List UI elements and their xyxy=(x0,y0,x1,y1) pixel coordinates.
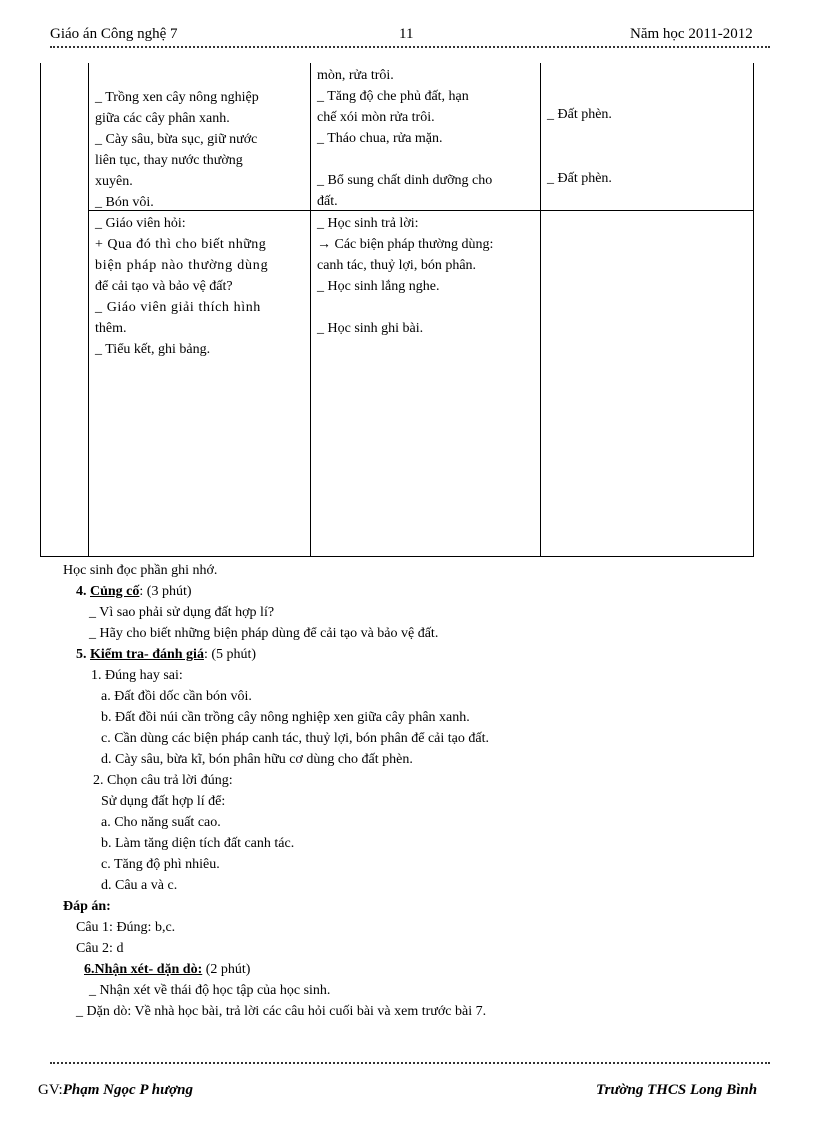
text-line: thêm. xyxy=(95,321,127,336)
row2-student-cell xyxy=(317,213,493,339)
school-year: Năm học 2011-2012 xyxy=(630,26,753,42)
answer-title: Đáp án: xyxy=(63,899,111,914)
question-2-option-a: a. Cho năng suất cao. xyxy=(101,815,221,830)
section-time: : (3 phút) xyxy=(139,584,192,599)
spacer-line xyxy=(317,297,493,318)
spacer-line xyxy=(317,149,492,170)
header-title: Giáo án Công nghệ 7 xyxy=(50,26,178,42)
memo-line: Học sinh đọc phần ghi nhớ. xyxy=(63,563,218,578)
section-number: 5. xyxy=(76,647,87,662)
section-4-question-2: _ Hãy cho biết những biện pháp dùng để cải tạo và bảo vệ đất. xyxy=(89,626,439,641)
text-line: xuyên. xyxy=(95,174,133,189)
text-line: _ Học sinh ghi bài. xyxy=(317,321,424,336)
answer-1: Câu 1: Đúng: b,c. xyxy=(76,920,176,935)
answer-2: Câu 2: d xyxy=(76,941,124,956)
section-4-heading xyxy=(76,584,192,600)
section-title: Kiểm tra- đánh giá xyxy=(90,647,204,662)
row2-teacher-cell xyxy=(95,213,268,360)
question-1-option-b: b. Đất đồi núi cần trồng cây nông nghiệp xen giữa cây phân xanh. xyxy=(101,710,470,725)
section-title: Củng cố xyxy=(90,584,140,599)
section-number: 4. xyxy=(76,584,87,599)
footer-divider xyxy=(50,1062,770,1064)
teacher-name-text: Phạm Ngọc P hượng xyxy=(62,1082,193,1098)
row1-note-2: _ Đất phèn. xyxy=(547,171,612,186)
text-line: _ Cày sâu, bừa sục, giữ nước xyxy=(95,132,258,147)
page-number: 11 xyxy=(399,26,414,42)
table-border-bottom xyxy=(40,556,754,557)
school-name: Trường THCS Long Bình xyxy=(596,1082,758,1098)
question-2-title: 2. Chọn câu trả lời đúng: xyxy=(93,773,233,788)
question-1-option-c: c. Cần dùng các biện pháp canh tác, thuỷ lợi, bón phân để cải tạo đất. xyxy=(101,731,489,746)
text-span: Các biện pháp thường dùng: xyxy=(334,237,494,252)
teacher-label: GV: xyxy=(38,1082,63,1098)
section-title: 6.Nhận xét- dặn dò: xyxy=(84,962,203,977)
section-4-question-1: _ Vì sao phải sử dụng đất hợp lí? xyxy=(89,605,275,620)
question-1-option-a: a. Đất đồi dốc cần bón vôi. xyxy=(101,689,252,704)
question-2-stem: Sử dụng đất hợp lí để: xyxy=(101,794,226,809)
section-6-heading xyxy=(84,962,250,978)
question-2-option-c: c. Tăng độ phì nhiêu. xyxy=(101,857,220,872)
text-line: giữa các cây phân xanh. xyxy=(95,111,230,126)
header-divider xyxy=(50,46,770,48)
section-6-line-2: _ Dặn dò: Về nhà học bài, trả lời các câu hỏi cuối bài và xem trước bài 7. xyxy=(76,1004,487,1019)
teacher-name xyxy=(38,1082,193,1099)
text-line: liên tục, thay nước thường xyxy=(95,153,243,168)
question-2-option-b: b. Làm tăng diện tích đất canh tác. xyxy=(101,836,295,851)
text-line: để cải tạo và bảo vệ đất? xyxy=(95,279,233,294)
question-2-option-d: d. Câu a và c. xyxy=(101,878,178,893)
table-border-col2 xyxy=(310,63,311,557)
text-line: _ Giáo viên hỏi: xyxy=(95,216,186,231)
table-border-col1 xyxy=(88,63,89,557)
row1-student-cell xyxy=(317,65,492,212)
text-line: chế xói mòn rửa trôi. xyxy=(317,110,435,125)
text-line: _ Tiểu kết, ghi bảng. xyxy=(95,342,211,357)
question-1-option-d: d. Cày sâu, bừa kĩ, bón phân hữu cơ dùng cho đất phèn. xyxy=(101,752,413,767)
section-time: (2 phút) xyxy=(202,962,251,977)
text-line: _ Giáo viên giải thích hình xyxy=(95,300,261,315)
text-line: _ Học sinh lắng nghe. xyxy=(317,279,440,294)
section-time: : (5 phút) xyxy=(203,647,257,662)
row1-teacher-cell xyxy=(95,87,259,213)
text-line: đất. xyxy=(317,194,338,209)
arrow-right-icon: → xyxy=(317,237,331,252)
text-line: _ Trồng xen cây nông nghiệp xyxy=(95,90,259,105)
text-line: _ Bón vôi. xyxy=(95,195,154,210)
table-border-left xyxy=(40,63,41,557)
text-line xyxy=(317,234,493,255)
text-line: _ Bổ sung chất dinh dưỡng cho xyxy=(317,173,493,188)
section-5-heading xyxy=(76,647,256,663)
table-border-col3 xyxy=(540,63,541,557)
text-line: canh tác, thuỷ lợi, bón phân. xyxy=(317,258,477,273)
text-line: _ Học sinh trả lời: xyxy=(317,216,419,231)
section-6-line-1: _ Nhận xét về thái độ học tập của học sinh. xyxy=(89,983,331,998)
text-line: _ Tăng độ che phủ đất, hạn xyxy=(317,89,469,104)
question-1-title: 1. Đúng hay sai: xyxy=(91,668,183,683)
text-line: _ Tháo chua, rửa mặn. xyxy=(317,131,443,146)
text-line: mòn, rửa trôi. xyxy=(317,68,394,83)
lesson-table xyxy=(40,63,754,557)
text-line: + Qua đó thì cho biết những xyxy=(95,237,267,252)
table-border-right xyxy=(753,63,754,557)
row1-note-1: _ Đất phèn. xyxy=(547,107,612,122)
text-line: biện pháp nào thường dùng xyxy=(95,258,269,273)
